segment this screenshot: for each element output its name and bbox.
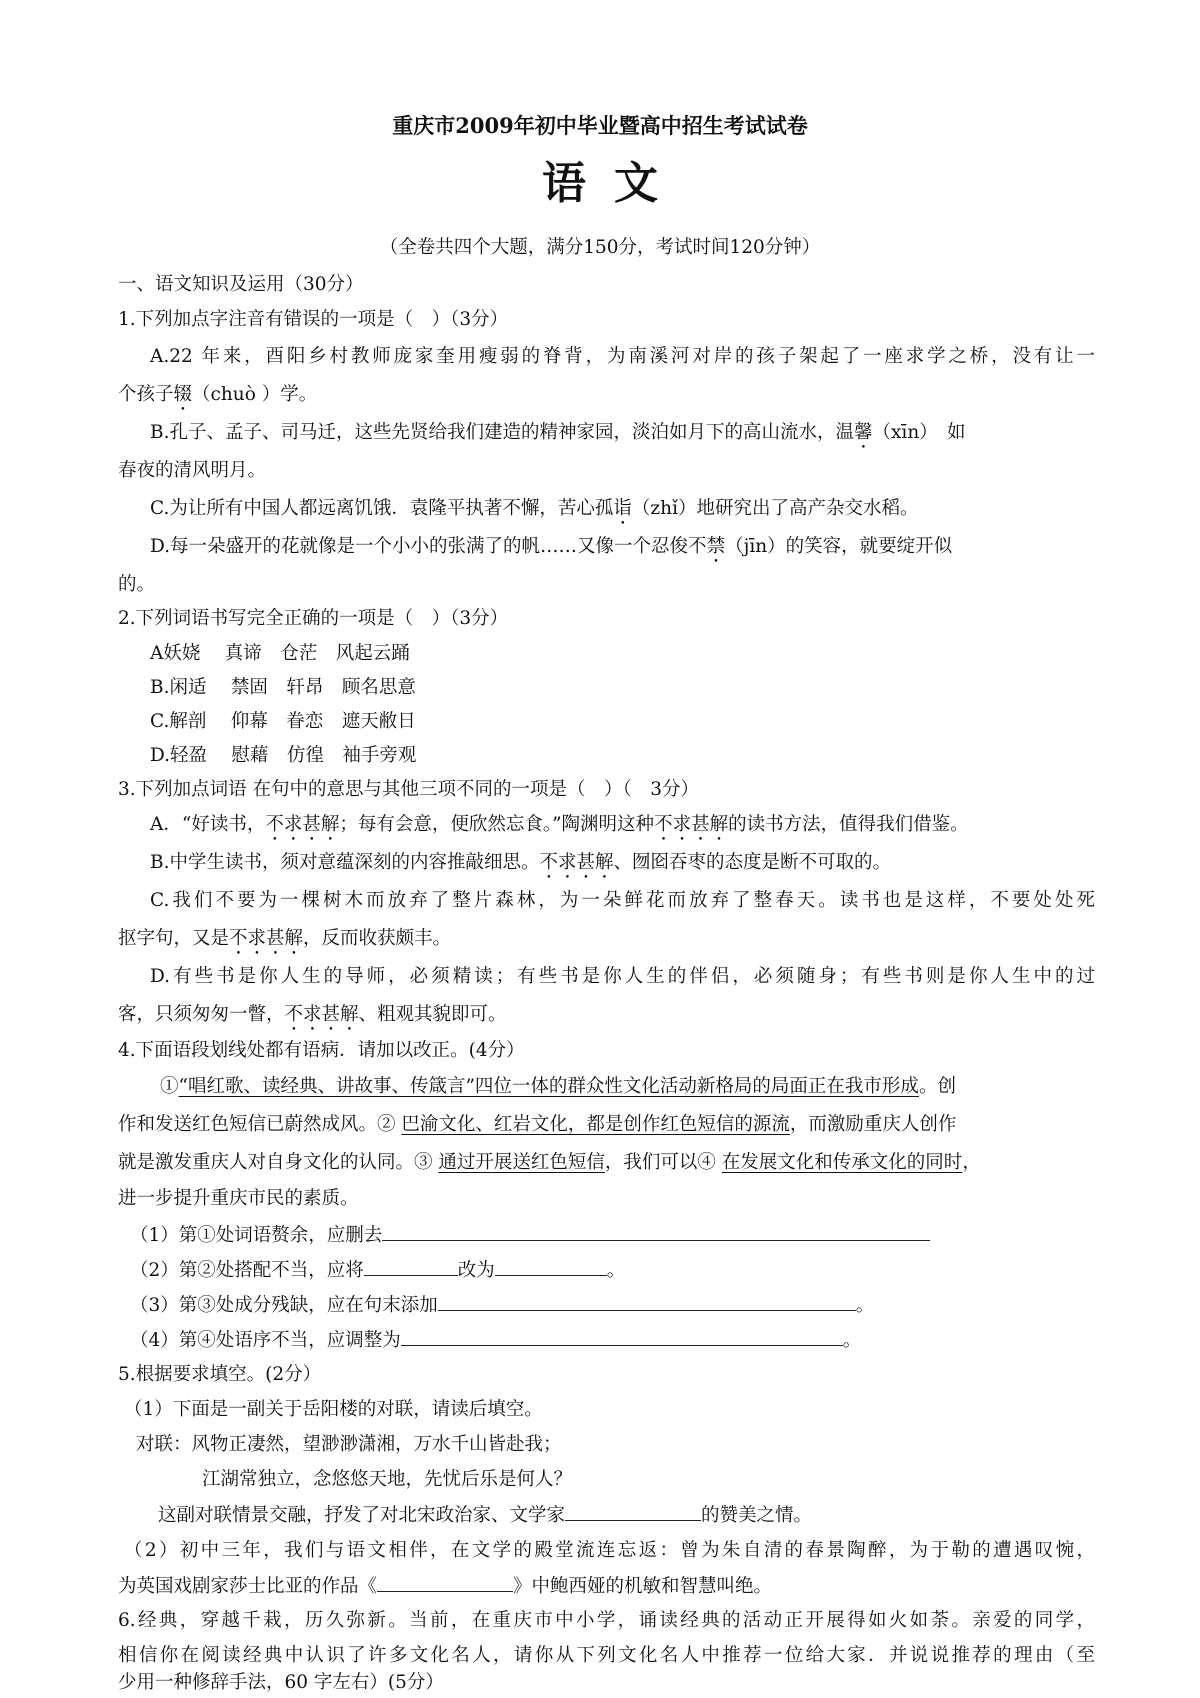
q2-option-c: C.解剖 仰幕 眷恋 遮天敝日 [150,711,416,732]
section-heading: 一、语文知识及运用（30分） [118,274,364,295]
q1-option-d-line1: D.每一朵盛开的花就像是一个小小的张满了的帆……又像一个忍俊不禁（jīn）的笑容，就要绽开似 [150,536,953,557]
q1-option-d-line2: 的。 [118,574,156,595]
q3-option-c-line2: 抠字句，又是不求甚解，反而收获颇丰。 [118,928,452,949]
q4-sub4: （4）第④处语序不当，应调整为 。 [130,1325,861,1355]
answer-blank[interactable] [495,1255,607,1276]
dotted-char: 禁 [706,536,726,557]
q4-sub3: （3）第③处成分残缺，应在句末添加 。 [130,1290,874,1320]
couplet-line1: 对联：风物正凄然，望渺渺潇湘，万水千山皆赴我； [136,1434,562,1455]
q6-line3: 少用一种修辞手法，60 字左右）(5分） [118,1672,444,1693]
q5-stem: 5.根据要求填空。(2分） [118,1364,322,1385]
dotted-phrase: 不求甚解 [284,1004,359,1025]
q1-option-b-line1: B.孔子、孟子、司马迁，这些先贤给我们建造的精神家园，淡泊如月下的高山流水，温馨（xīn） 如 [150,422,966,443]
q4-passage-line4: 进一步提升重庆市民的素质。 [118,1188,359,1209]
q3-option-a: A．“好读书，不求甚解；每有会意，便欣然忘食。”陶渊明这种不求甚解的读书方法，值得我们借鉴。 [150,814,969,835]
q6-line2: 相信你在阅读经典中认识了许多文化名人，请你从下列文化名人中推荐一位给大家．并说说推荐的理由（至 [118,1645,1095,1666]
q1-option-a-line1: A.22 年来，酉阳乡村教师庞家奎用瘦弱的脊背，为南溪河对岸的孩子架起了一座求学之桥，没有让一 [150,346,1095,367]
dotted-char: 诣 [613,498,632,519]
q6-line1: 6.经典，穿越千栽，历久弥新。当前，在重庆市中小学，诵读经典的活动正开展得如火如荼。亲爱的同学， [118,1610,1095,1631]
dotted-char: 辍 [173,384,193,405]
q2-option-a: A妖娆 真谛 仓茫 风起云踊 [150,643,410,664]
q4-stem: 4.下面语段划线处都有语病．请加以改正。(4分） [118,1040,525,1061]
dotted-phrase: 不求甚解 [265,814,340,835]
q3-option-d-line1: D.有些书是你人生的导师，必须精读；有些书是你人生的伴侣，必须随身；有些书则是你人生中的过 [150,966,1095,987]
couplet-line2: 江湖常独立，念悠悠天地，先忧后乐是何人？ [202,1469,573,1490]
q2-option-d: D.轻盈 慰藉 仿徨 袖手旁观 [150,745,417,766]
dotted-phrase: 不求甚解 [229,928,304,949]
q4-passage-line3: 就是激发重庆人对自身文化的认同。③ 通过开展送红色短信，我们可以④ 在发展文化和传承文化的同时， [118,1152,981,1173]
dotted-phrase: 不求甚解 [539,852,614,873]
answer-blank[interactable] [364,1255,458,1276]
q5-fill1: 这副对联情景交融，抒发了对北宋政治家、文学家 的赞美之情。 [158,1500,812,1530]
q1-option-c: C.为让所有中国人都远离饥饿．袁隆平执著不懈，苦心孤诣（zhǐ）地研究出了高产杂交水稻。 [150,498,919,519]
q4-sub1: （1）第①处词语赘余，应删去 [130,1220,930,1250]
q4-passage-line2: 作和发送红色短信已蔚然成风。② 巴渝文化、红岩文化，都是创作红色短信的源流，而激励重庆人创作 [118,1114,957,1135]
exam-note: （全卷共四个大题，满分150分，考试时间120分钟） [379,237,821,258]
underlined-error: 巴渝文化、红岩文化，都是创作红色短信的源流 [401,1114,790,1135]
exam-title: 重庆市2009年初中毕业暨高中招生考试试卷 [392,113,808,138]
q5-sub1: （1）下面是一副关于岳阳楼的对联，请读后填空。 [124,1399,543,1420]
q4-sub2: （2）第②处搭配不当，应将 改为 。 [130,1255,625,1285]
answer-blank[interactable] [377,1571,513,1592]
q4-passage-line1: ①“唱红歌、读经典、讲故事、传箴言”四位一体的群众性文化活动新格局的局面正在我市形成。创 [160,1076,956,1097]
q3-stem: 3.下列加点词语 在句中的意思与其他三项不同的一项是（ ）（ 3分） [118,779,700,800]
answer-blank[interactable] [565,1500,701,1521]
q1-option-b-line2: 春夜的清风明月。 [118,460,267,481]
answer-blank[interactable] [401,1325,843,1346]
answer-blank[interactable] [382,1220,930,1241]
q1-option-a-line2: 个孩子辍（chuò ）学。 [118,384,318,405]
q3-option-d-line2: 客，只须匆匆一瞥，不求甚解、粗观其貌即可。 [118,1004,507,1025]
dotted-char: 馨 [853,422,873,443]
q3-option-b: B.中学生读书，须对意蕴深刻的内容推敲细思。不求甚解、囫囵吞枣的态度是断不可取的。 [150,852,892,873]
subject-title: 语文 [542,158,686,209]
underlined-error: “唱红歌、读经典、讲故事、传箴言”四位一体的群众性文化活动新格局的局面正在我市形成 [178,1076,919,1097]
dotted-phrase: 不求甚解 [654,814,729,835]
underlined-error: 在发展文化和传承文化的同时 [721,1152,963,1173]
answer-blank[interactable] [438,1290,856,1311]
q5-sub2-line2: 为英国戏剧家莎士比亚的作品《 》中鲍西娅的机敏和智慧叫绝。 [118,1571,772,1601]
q2-option-b: B.闲适 禁固 轩昂 顾名思意 [150,677,416,698]
q3-option-c-line1: C.我们不要为一棵树木而放弃了整片森林，为一朵鲜花而放弃了整春天。读书也是这样，不要处处死 [150,890,1095,911]
q1-stem: 1.下列加点字注音有错误的一项是（ ）（3分） [118,309,509,330]
q2-stem: 2.下列词语书写完全正确的一项是（ ）（3分） [118,608,509,629]
underlined-error: 通过开展送红色短信 [438,1152,605,1173]
q5-sub2-line1: （2）初中三年，我们与语文相伴，在文学的殿堂流连忘返：曾为朱自清的春景陶醉，为于勒的遭遇叹惋， [124,1540,1095,1561]
